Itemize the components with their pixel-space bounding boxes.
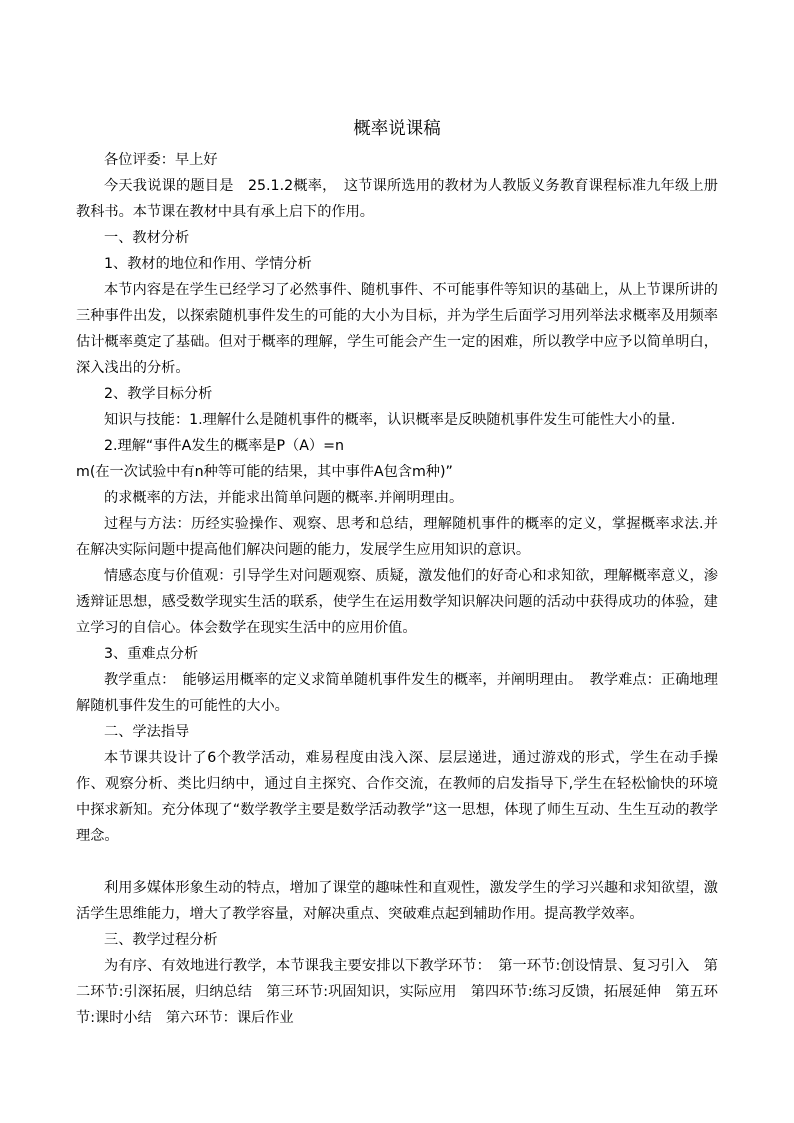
section-heading-1: 一、教材分析 <box>104 230 190 246</box>
textbook-status-paragraph: 本节内容是在学生已经学习了必然事件、随机事件、不可能事件等知识的基础上，从上节课所讲的三种事件出发，以探索随机事件发生的可能的大小为目标，并为学生后面学习用列举法求概率及用频率估计概率奠定了基础。但对于概率的理解，学生可能会产生一定的困难，所以教学中应予以简单明白，深入浅出的分析。 <box>76 282 718 376</box>
knowledge-skill-paragraph: 知识与技能：1.理解什么是随机事件的概率，认识概率是反映随机事件发生可能性大小的量. <box>104 412 676 428</box>
formula-line: 2.理解“事件A发生的概率是P（A）=n <box>104 438 344 454</box>
subsection-heading-1-2: 2、教学目标分析 <box>104 386 213 402</box>
process-method-paragraph: 过程与方法：历经实验操作、观察、思考和总结，理解随机事件的概率的定义，掌握概率求法.并在解决实际问题中提高他们解决问题的能力，发展学生应用知识的意识。 <box>76 516 718 558</box>
formula-condition-line: m(在一次试验中有n种等可能的结果，其中事件A包含m种)” <box>76 464 453 480</box>
blank-line <box>76 849 718 875</box>
intro-paragraph: 今天我说课的题目是 25.1.2概率， 这节课所选用的教材为人教版义务教育课程标准九年级上册教科书。本节课在教材中具有承上启下的作用。 <box>76 178 718 220</box>
teaching-process-paragraph: 为有序、有效地进行教学，本节课我主要安排以下教学环节： 第一环节:创设情景、复习引入 第二环节:引深拓展，归纳总结 第三环节:巩固知识，实际应用 第四环节:练习反馈，拓展延伸 第五环节:课时小结 第六环节：课后作业 <box>76 958 718 1026</box>
greeting: 各位评委：早上好 <box>104 152 218 168</box>
emotion-values-paragraph: 情感态度与价值观：引导学生对问题观察、质疑，激发他们的好奇心和求知欲，理解概率意义，渗透辩证思想，感受数学现实生活的联系，使学生在运用数学知识解决问题的活动中获得成功的体验，建立学习的自信心。体会数学在现实生活中的应用价值。 <box>76 568 718 636</box>
learning-method-paragraph: 本节课共设计了6个教学活动，难易程度由浅入深、层层递进，通过游戏的形式，学生在动手操作、观察分析、类比归纳中，通过自主探究、合作交流，在教师的启发指导下,学生在轻松愉快的环境中探求新知。充分体现了“数学教学主要是数学活动教学”这一思想，体现了师生互动、生生互动的教学理念。 <box>76 750 718 844</box>
key-difficult-points-paragraph: 教学重点： 能够运用概率的定义求简单随机事件发生的概率，并阐明理由。 教学难点：正确地理解随机事件发生的可能性的大小。 <box>76 672 718 714</box>
section-heading-2: 二、学法指导 <box>104 724 190 740</box>
subsection-heading-1-1: 1、教材的地位和作用、学情分析 <box>104 256 312 272</box>
method-line: 的求概率的方法，并能求出简单问题的概率.并阐明理由。 <box>104 490 464 506</box>
document-title: 概率说课稿 <box>353 119 441 139</box>
subsection-heading-1-3: 3、重难点分析 <box>104 646 199 662</box>
multimedia-paragraph: 利用多媒体形象生动的特点，增加了课堂的趣味性和直观性，激发学生的学习兴趣和求知欲望，激活学生思维能力，增大了教学容量，对解决重点、突破难点起到辅助作用。提高教学效率。 <box>76 880 718 922</box>
section-heading-3: 三、教学过程分析 <box>104 932 218 948</box>
